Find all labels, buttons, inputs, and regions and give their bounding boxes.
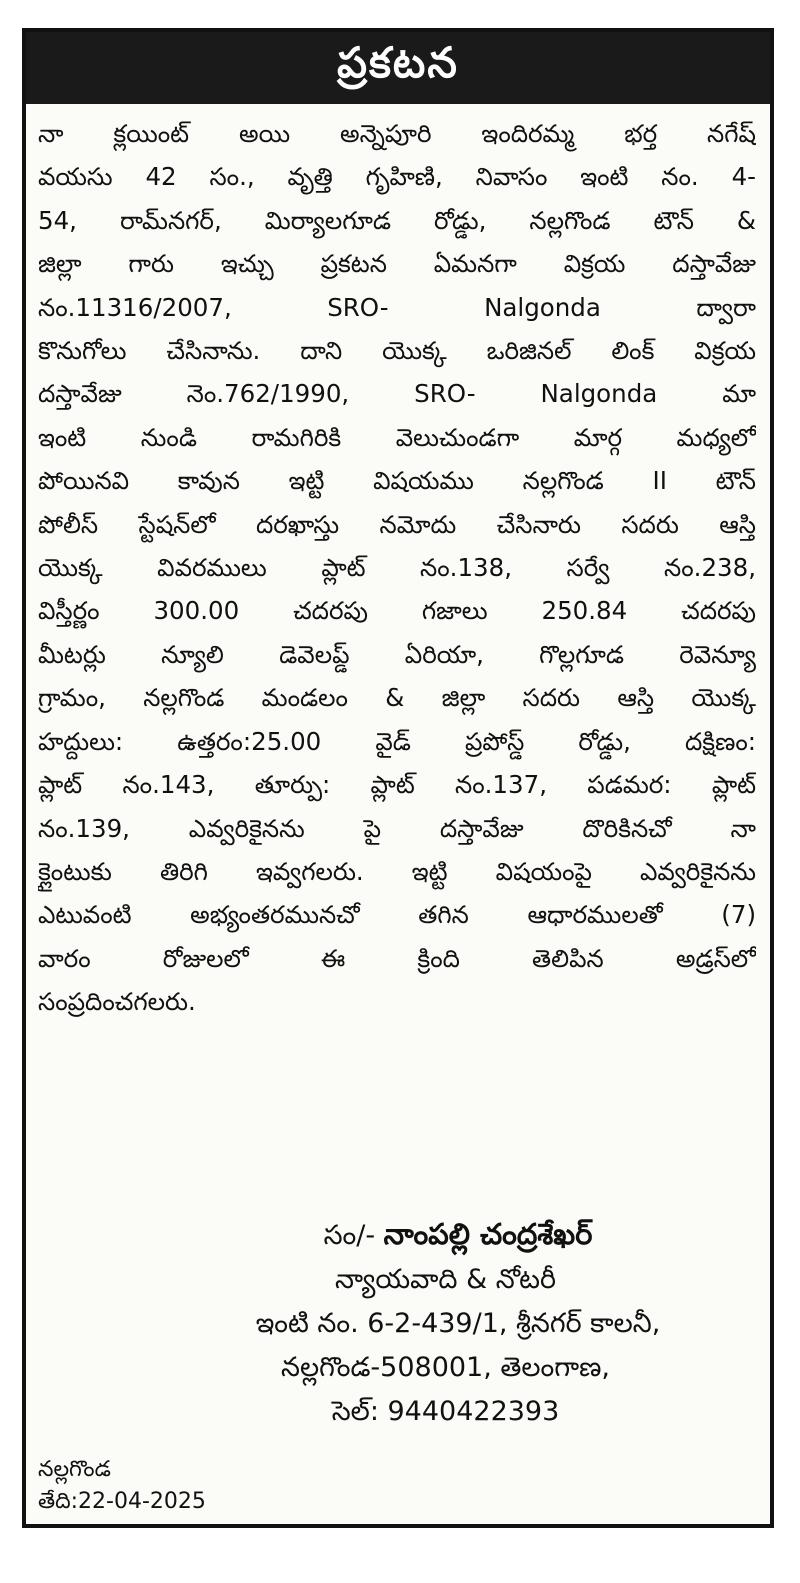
body-line: నా క్లయింట్ అయి అన్నెపూరి ఇందిరమ్మ భర్త నగేష్ bbox=[38, 119, 756, 148]
body-line: 54, రామ్‌నగర్, మిర్యాలగూడ రోడ్డు, నల్లగొండ టౌన్ & bbox=[38, 205, 756, 235]
notice-header bbox=[26, 32, 770, 104]
body-line: యొక్క వివరములు ప్లాట్ నం.138, సర్వే నం.238, bbox=[38, 553, 756, 583]
body-line: మీటర్లు న్యూలి డెవెలప్డ్ ఏరియా, గొల్లగూడ రెవెన్యూ bbox=[38, 639, 756, 669]
signature-designation: న్యాయవాది & నోటరీ bbox=[335, 1264, 556, 1295]
notice-title: ప్రకటన bbox=[337, 38, 459, 87]
body-line: పోయినవి కావున ఇట్టి విషయము నల్లగొండ II టౌన్ bbox=[38, 466, 756, 496]
body-line: దస్తావేజు నెం.762/1990, SRO- Nalgonda మా bbox=[38, 379, 756, 409]
body-line: నం.11316/2007, SRO- Nalgonda ద్వారా bbox=[38, 292, 756, 322]
body-line: సంప్రదించగలరు. bbox=[38, 987, 196, 1017]
signature-prefix: సం/- bbox=[323, 1220, 376, 1251]
signature-name-line bbox=[26, 1212, 770, 1258]
body-line: విస్తీర్ణం 300.00 చదరపు గజాలు 250.84 చదరపు bbox=[38, 596, 756, 626]
body-line: పోలీస్ స్టేషన్‌లో దరఖాస్తు నమోదు చేసినారు సదరు ఆస్తి bbox=[38, 509, 756, 539]
body-line: కొనుగోలు చేసినాను. దాని యొక్క ఒరిజినల్ లింక్ విక్రయ bbox=[38, 336, 756, 366]
place-date bbox=[38, 1454, 206, 1518]
body-line: వయసు 42 సం., వృత్తి గృహిణి, నివాసం ఇంటి నం. 4- bbox=[38, 162, 756, 192]
notice-body bbox=[26, 104, 770, 1024]
body-line: ఇంటి నుండి రామగిరికి వెలుచుండగా మార్గ మధ్యలో bbox=[38, 422, 756, 452]
body-line: క్లైంటుకు తిరిగి ఇవ్వగలరు. ఇట్టి విషయంపై ఎవ్వరికైనను bbox=[38, 856, 756, 886]
signature-address-line-2: నల్లగొండ-508001, తెలంగాణ, bbox=[281, 1352, 610, 1383]
body-line: హద్దులు: ఉత్తరం:25.00 వైడ్ ప్రపోస్డ్ రోడ్డు, దక్షిణం: bbox=[38, 726, 756, 756]
notice-box bbox=[22, 28, 774, 1528]
place: నల్లగొండ bbox=[38, 1457, 111, 1482]
signature-address-line-1: ఇంటి నం. 6-2-439/1, శ్రీనగర్ కాలనీ, bbox=[255, 1308, 661, 1339]
signature-block bbox=[26, 1212, 770, 1434]
body-line: నం.139, ఎవ్వరికైనను పై దస్తావేజు దొరికినచో నా bbox=[38, 813, 756, 843]
body-line: ఎటువంటి అభ్యంతరమునచో తగిన ఆధారములతో (7) bbox=[38, 900, 756, 930]
date: తేది:22-04-2025 bbox=[38, 1489, 206, 1514]
body-line: జిల్లా గారు ఇచ్చు ప్రకటన ఏమనగా విక్రయ దస్తావేజు bbox=[38, 249, 756, 279]
body-line: గ్రామం, నల్లగొండ మండలం & జిల్లా సదరు ఆస్తి యొక్క bbox=[38, 683, 756, 713]
signature-name: నాంపల్లి చంద్రశేఖర్ bbox=[383, 1217, 593, 1251]
body-line: ప్లాట్ నం.143, తూర్పు: ప్లాట్ నం.137, పడమర: ప్లాట్ bbox=[38, 770, 756, 800]
body-line: వారం రోజులలో ఈ క్రింది తెలిపిన అడ్రస్‌లో bbox=[38, 943, 756, 973]
signature-phone: సెల్: 9440422393 bbox=[331, 1396, 560, 1427]
